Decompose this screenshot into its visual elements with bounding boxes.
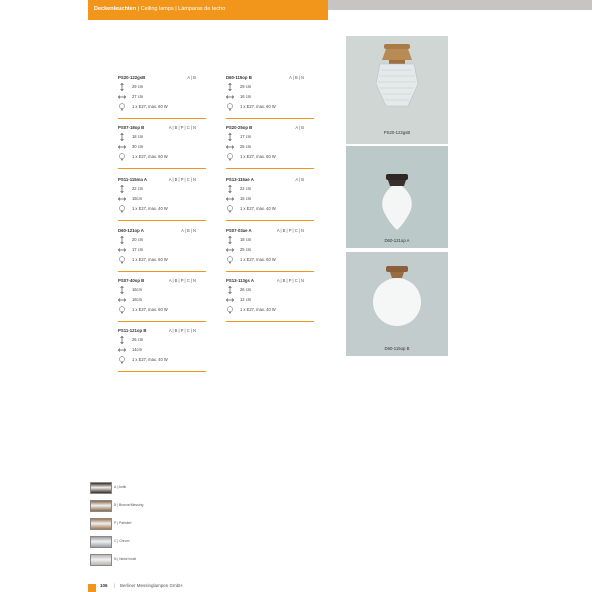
width-spec (226, 296, 304, 306)
height-icon (226, 236, 234, 244)
height-icon (118, 236, 126, 244)
product-photo (346, 36, 448, 144)
product-name: PS20-122gsB (118, 75, 146, 80)
footer-accent (88, 584, 96, 592)
height-spec (118, 185, 196, 195)
height-value: 29 cm (132, 84, 144, 89)
height-icon (226, 83, 234, 91)
header-text (94, 6, 225, 12)
height-value: 18 cm (240, 237, 252, 242)
finish-codes: A | B | P | C | N (276, 228, 304, 233)
divider (118, 371, 206, 372)
bulb-icon (118, 103, 126, 111)
product-name: PS07-03ae A (226, 228, 252, 233)
bulb-icon (226, 153, 234, 161)
width-icon (226, 93, 234, 101)
finish-codes: A | B | P | C | N (168, 177, 196, 182)
finish-swatch (90, 482, 112, 494)
finish-codes: A | B | P | C | N (168, 278, 196, 283)
product-entry (118, 328, 196, 366)
width-value: 30 cm (132, 144, 144, 149)
width-spec (226, 195, 304, 205)
height-icon (226, 185, 234, 193)
height-spec (226, 185, 304, 195)
width-spec (118, 143, 196, 153)
product-entry (118, 75, 196, 113)
photo-caption: D60-115op B (384, 346, 410, 351)
width-icon (118, 246, 126, 254)
height-spec (118, 133, 196, 143)
finish-swatch (90, 500, 112, 512)
finish-codes: A | B | P | C | N (276, 278, 304, 283)
lamp-prismatic-icon (346, 36, 448, 144)
divider (226, 220, 314, 221)
width-value: 12 cm (240, 297, 252, 302)
photo-caption: D60-121op A (384, 238, 410, 243)
header-title: Deckenleuchten (94, 6, 137, 12)
product-title-row (118, 177, 196, 185)
width-value: 16 cm (240, 94, 252, 99)
height-value: 20 cm (132, 237, 144, 242)
product-name: PS11-121op B (118, 328, 147, 333)
height-icon (118, 336, 126, 344)
width-value: 15cm (132, 196, 143, 201)
finish-swatch (90, 518, 112, 530)
bulb-icon (118, 356, 126, 364)
width-icon (226, 246, 234, 254)
width-spec (118, 246, 196, 256)
bulb-spec (118, 306, 196, 316)
height-icon (226, 286, 234, 294)
bulb-spec (226, 256, 304, 266)
height-value: 22 cm (132, 186, 144, 191)
product-title-row (226, 75, 304, 83)
bulb-spec (118, 103, 196, 113)
width-spec (226, 143, 304, 153)
lamp-globe-icon (346, 252, 448, 356)
finish-label: N | Nickel matt (114, 557, 136, 561)
width-value: 14cm (132, 347, 143, 352)
width-icon (118, 346, 126, 354)
bulb-icon (118, 256, 126, 264)
bulb-value: 1 x E27, max. 60 W (132, 104, 168, 109)
bulb-icon (226, 103, 234, 111)
product-entry (226, 125, 304, 163)
header-gray-band (328, 0, 592, 10)
divider (118, 220, 206, 221)
height-spec (118, 83, 196, 93)
bulb-icon (226, 306, 234, 314)
width-value: 17 cm (132, 247, 144, 252)
finish-codes: A | B (295, 177, 304, 182)
bulb-icon (118, 205, 126, 213)
height-value: 22 cm (240, 186, 252, 191)
bulb-spec (118, 153, 196, 163)
bulb-value: 1 x E27, max. 40 W (240, 307, 276, 312)
finish-swatch (90, 536, 112, 548)
height-spec (226, 286, 304, 296)
height-spec (226, 83, 304, 93)
height-value: 16cm (132, 287, 143, 292)
product-title-row (118, 228, 196, 236)
product-title-row (226, 177, 304, 185)
bulb-spec (226, 153, 304, 163)
finish-label: C | Chrom (114, 539, 130, 543)
finish-codes: A | B | P | C | N (168, 328, 196, 333)
product-title-row (226, 278, 304, 286)
lamp-acorn-icon (346, 146, 448, 248)
finish-codes: A | B | N (289, 75, 304, 80)
bulb-value: 1 x E27, max. 60 W (240, 104, 276, 109)
product-entry (118, 228, 196, 266)
width-value: 27 cm (132, 94, 144, 99)
height-value: 26 cm (132, 337, 144, 342)
bulb-value: 1 x E27, max. 40 W (132, 206, 168, 211)
height-icon (226, 133, 234, 141)
width-spec (118, 296, 196, 306)
height-spec (118, 286, 196, 296)
product-entry (226, 278, 304, 316)
width-spec (118, 346, 196, 356)
bulb-spec (226, 306, 304, 316)
height-icon (118, 185, 126, 193)
height-spec (226, 133, 304, 143)
height-spec (226, 236, 304, 246)
finish-codes: A | B (187, 75, 196, 80)
bulb-spec (118, 256, 196, 266)
divider (118, 271, 206, 272)
height-spec (118, 236, 196, 246)
product-entry (226, 228, 304, 266)
height-spec (118, 336, 196, 346)
bulb-value: 1 x E27, max. 40 W (132, 357, 168, 362)
product-name: PS07-40op B (118, 278, 145, 283)
height-icon (118, 133, 126, 141)
bulb-spec (226, 103, 304, 113)
finish-codes: A | B (295, 125, 304, 130)
company-name: Berliner Messinglampen GmbH (120, 583, 183, 588)
photo-caption: PS20-122gsB (383, 130, 411, 135)
width-icon (226, 143, 234, 151)
product-name: D60-115op B (226, 75, 252, 80)
divider (118, 118, 206, 119)
footer-separator: | (114, 583, 116, 588)
product-title-row (226, 228, 304, 236)
product-name: PS20-25op B (226, 125, 253, 130)
divider (118, 321, 206, 322)
height-value: 26 cm (240, 287, 252, 292)
product-name: D60-121op A (118, 228, 144, 233)
height-value: 17 cm (240, 134, 252, 139)
width-value: 15 cm (240, 196, 252, 201)
product-entry (226, 75, 304, 113)
page-number: 106 (100, 583, 108, 588)
height-value: 29 cm (240, 84, 252, 89)
bulb-spec (118, 205, 196, 215)
product-entry (118, 125, 196, 163)
width-icon (226, 195, 234, 203)
bulb-icon (118, 306, 126, 314)
product-name: PS13-115ae A (226, 177, 254, 182)
product-entry (118, 278, 196, 316)
product-title-row (118, 328, 196, 336)
width-value: 25 cm (240, 144, 252, 149)
divider (226, 321, 314, 322)
bulb-value: 1 x E27, max. 60 W (132, 154, 168, 159)
product-title-row (226, 125, 304, 133)
finish-label: B | Bronze/Messing (114, 503, 144, 507)
bulb-icon (118, 153, 126, 161)
bulb-value: 1 x E27, max. 60 W (132, 257, 168, 262)
product-title-row (118, 278, 196, 286)
product-name: PS07-18op B (118, 125, 145, 130)
bulb-icon (226, 256, 234, 264)
width-spec (118, 195, 196, 205)
finish-codes: A | B | P | C | N (168, 125, 196, 130)
width-icon (118, 195, 126, 203)
width-spec (226, 246, 304, 256)
finish-swatch (90, 554, 112, 566)
divider (118, 168, 206, 169)
product-name: PS13-113gs A (226, 278, 255, 283)
divider (226, 271, 314, 272)
product-entry (226, 177, 304, 215)
width-value: 25 cm (240, 247, 252, 252)
product-name: PS11-115ma A (118, 177, 147, 182)
header-subtitle: | Ceiling lamps | Lámparas de techo (137, 6, 226, 12)
width-value: 16cm (132, 297, 143, 302)
height-icon (118, 286, 126, 294)
bulb-value: 1 x E27, max. 40 W (240, 206, 276, 211)
width-icon (226, 296, 234, 304)
product-photo (346, 252, 448, 356)
divider (226, 118, 314, 119)
finish-label: A | Antik (114, 485, 127, 489)
bulb-value: 1 x E27, max. 60 W (240, 154, 276, 159)
height-icon (118, 83, 126, 91)
product-photo (346, 146, 448, 248)
product-title-row (118, 75, 196, 83)
bulb-value: 1 x E27, max. 60 W (132, 307, 168, 312)
finish-codes: A | B | N (181, 228, 196, 233)
bulb-icon (226, 205, 234, 213)
width-icon (118, 143, 126, 151)
width-spec (226, 93, 304, 103)
divider (226, 168, 314, 169)
width-icon (118, 296, 126, 304)
bulb-value: 1 x E27, max. 60 W (240, 257, 276, 262)
width-spec (118, 93, 196, 103)
header-bar (88, 0, 328, 20)
width-icon (118, 93, 126, 101)
height-value: 18 cm (132, 134, 144, 139)
bulb-spec (226, 205, 304, 215)
product-entry (118, 177, 196, 215)
finish-label: P | Patiniert (114, 521, 132, 525)
product-title-row (118, 125, 196, 133)
bulb-spec (118, 356, 196, 366)
